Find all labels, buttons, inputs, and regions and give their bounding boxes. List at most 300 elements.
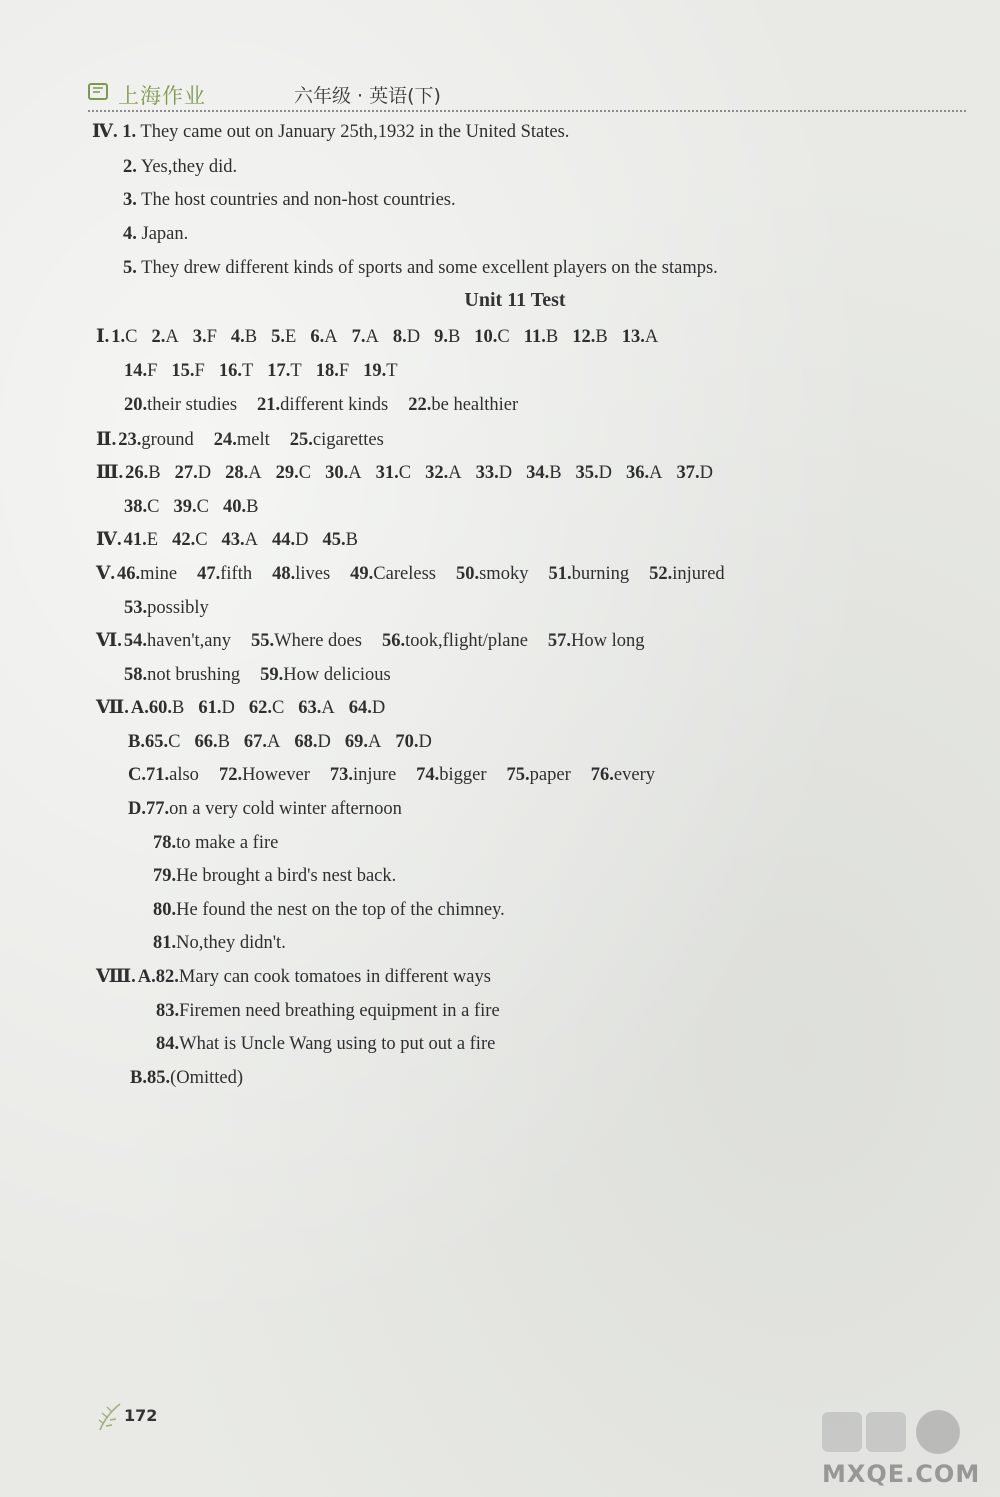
item-number: 23.	[118, 430, 142, 450]
item-answer: E	[285, 327, 297, 347]
answer-item	[626, 463, 663, 483]
header-brand: 上海作业	[118, 84, 206, 108]
section-label: Ⅷ.	[96, 967, 136, 987]
item-answer: different kinds	[280, 395, 389, 415]
item-answer: T	[241, 361, 254, 381]
item-answer: F	[194, 361, 205, 381]
item-answer: every	[613, 765, 655, 785]
item-number: 44.	[272, 530, 296, 550]
answer-item	[131, 698, 184, 718]
item-number: 48.	[272, 564, 296, 584]
item-number: 75.	[506, 765, 530, 785]
item-number: 29.	[275, 463, 299, 483]
section-label: Ⅳ.	[92, 122, 118, 142]
item-number: 43.	[221, 530, 245, 550]
answer-item	[507, 765, 571, 785]
answer-line	[123, 188, 456, 212]
item-answer: took,flight/plane	[405, 631, 528, 651]
answer-item	[231, 327, 257, 347]
item-answer: paper	[529, 765, 571, 785]
section-label: Ⅰ.	[96, 327, 110, 347]
item-answer: He brought a bird's nest back.	[176, 866, 397, 886]
answer-item	[225, 463, 262, 483]
item-answer: B	[345, 530, 358, 550]
item-number: 4.	[123, 224, 137, 244]
item-answer: to make a fire	[176, 833, 279, 853]
answer-item	[298, 698, 335, 718]
answer-line	[128, 797, 422, 821]
answer-item	[330, 765, 396, 785]
answer-item	[267, 361, 301, 381]
answer-item	[290, 430, 384, 450]
item-answer: A	[321, 698, 335, 718]
answer-line	[153, 831, 298, 855]
answer-item	[193, 327, 217, 347]
item-answer: B	[217, 732, 230, 752]
answer-item	[649, 564, 725, 584]
item-answer: They drew different kinds of sports and some excellent players on the stamps.	[141, 258, 718, 278]
item-number: 55.	[251, 631, 275, 651]
answer-line	[124, 393, 538, 417]
answer-item	[175, 463, 212, 483]
answer-line	[153, 864, 416, 888]
item-answer: C	[398, 463, 412, 483]
item-answer: C	[497, 327, 510, 347]
answer-item	[249, 698, 284, 718]
item-number: 66.	[194, 732, 218, 752]
answer-line	[124, 596, 229, 620]
item-number: 39.	[173, 497, 197, 517]
item-number: 45.	[322, 530, 346, 550]
answer-item	[416, 765, 486, 785]
answer-item	[117, 564, 177, 584]
item-answer: melt	[236, 430, 270, 450]
item-number: 51.	[548, 564, 572, 584]
item-number: 53.	[124, 598, 148, 618]
item-number: 34.	[526, 463, 550, 483]
item-answer: B	[549, 463, 562, 483]
answer-item	[376, 463, 411, 483]
item-answer: A	[365, 327, 379, 347]
answer-item	[219, 361, 253, 381]
answer-item	[395, 732, 432, 752]
section-label: Ⅵ.	[96, 631, 122, 651]
unit-heading: Unit 11 Test	[464, 289, 566, 311]
item-number: 62.	[248, 698, 272, 718]
item-answer: also	[169, 765, 199, 785]
answer-item	[198, 698, 235, 718]
item-answer: T	[386, 361, 398, 381]
item-answer: D	[498, 463, 513, 483]
item-answer: their studies	[147, 395, 238, 415]
item-number: 25.	[289, 430, 313, 450]
item-number: 49.	[350, 564, 374, 584]
section-label: Ⅶ.	[96, 698, 129, 718]
item-number: 1.	[111, 327, 126, 347]
item-answer: fifth	[220, 564, 253, 584]
item-number: 28.	[225, 463, 249, 483]
answer-item	[156, 1001, 500, 1021]
answer-item	[124, 598, 209, 618]
answer-item	[294, 732, 331, 752]
item-answer: Firemen need breathing equipment in a fire	[179, 1001, 500, 1021]
item-number: 6.	[310, 327, 325, 347]
item-number: 40.	[222, 497, 247, 517]
answer-item	[223, 497, 258, 517]
item-number: 67.	[243, 732, 268, 752]
item-answer: C	[147, 497, 160, 517]
item-number: 42.	[172, 530, 196, 550]
answer-line	[153, 931, 306, 955]
item-answer: A	[267, 732, 281, 752]
item-number: 30.	[325, 463, 349, 483]
answer-item	[153, 833, 278, 853]
answer-item	[219, 765, 310, 785]
answer-item	[677, 463, 714, 483]
answer-item	[572, 327, 607, 347]
item-answer: A	[368, 732, 382, 752]
item-answer: C	[271, 698, 285, 718]
item-answer: A	[348, 463, 362, 483]
answer-item	[476, 463, 513, 483]
answer-item	[474, 327, 509, 347]
answer-item	[152, 327, 179, 347]
item-answer: Yes,they did.	[140, 157, 238, 177]
answer-line	[124, 495, 272, 519]
item-answer: What is Uncle Wang using to put out a fire	[179, 1034, 496, 1054]
answer-item	[310, 327, 337, 347]
answer-item	[222, 530, 259, 550]
item-answer: B	[244, 327, 258, 347]
item-answer: D	[371, 698, 386, 718]
item-answer: Careless	[373, 564, 436, 584]
answer-item	[128, 765, 199, 785]
item-number: 11.	[523, 327, 546, 347]
answer-item	[194, 732, 229, 752]
answer-item	[591, 765, 655, 785]
answer-item	[124, 497, 159, 517]
item-answer: C	[195, 530, 208, 550]
answer-item	[128, 732, 180, 752]
answer-item	[425, 463, 462, 483]
item-number: 20.	[124, 395, 148, 415]
item-number: 4.	[230, 327, 245, 347]
page-header	[88, 78, 966, 112]
item-number: 78.	[153, 833, 177, 853]
item-answer: B	[447, 327, 461, 347]
answer-item	[363, 361, 397, 381]
item-answer: D	[699, 463, 714, 483]
item-answer: D	[317, 732, 331, 752]
answer-line	[96, 428, 404, 452]
answer-line	[96, 562, 745, 586]
answer-item	[257, 395, 388, 415]
answer-item	[124, 395, 237, 415]
item-number: 17.	[267, 361, 291, 381]
item-number: 72.	[218, 765, 243, 785]
item-number: 21.	[257, 395, 281, 415]
item-number: 56.	[381, 631, 406, 651]
item-answer: D	[221, 698, 235, 718]
item-answer: B	[171, 698, 185, 718]
item-answer: F	[206, 327, 217, 347]
answer-line	[92, 120, 569, 144]
item-number: 27.	[174, 463, 198, 483]
answer-item	[276, 463, 311, 483]
item-number: 32.	[425, 463, 449, 483]
answer-item	[153, 900, 505, 920]
answer-line	[96, 325, 672, 349]
item-answer: ground	[141, 430, 194, 450]
item-number: 9.	[434, 327, 448, 347]
item-answer: on a very cold winter afternoon	[169, 799, 402, 819]
item-answer: burning	[571, 564, 630, 584]
answer-item	[124, 665, 240, 685]
item-number: 14.	[124, 361, 148, 381]
item-answer: bigger	[439, 765, 487, 785]
item-answer: T	[290, 361, 302, 381]
answer-item	[260, 665, 391, 685]
item-answer: Mary can cook tomatoes in different ways	[178, 967, 491, 987]
item-answer: B	[545, 327, 559, 347]
item-answer: D	[406, 327, 421, 347]
item-number: 61.	[198, 698, 222, 718]
item-answer: possibly	[147, 598, 209, 618]
answer-line	[128, 763, 675, 787]
item-answer: haven't,any	[147, 631, 232, 651]
item-number: 2.	[151, 327, 166, 347]
answer-item	[130, 1068, 243, 1088]
item-answer: C	[125, 327, 138, 347]
answer-item	[124, 631, 231, 651]
answer-line	[153, 898, 525, 922]
item-number: 73.	[329, 765, 353, 785]
item-answer: A	[248, 463, 262, 483]
item-number: B.85.	[130, 1068, 171, 1088]
item-number: 22.	[408, 395, 432, 415]
answer-item	[111, 327, 137, 347]
item-number: A.82.	[137, 967, 179, 987]
item-number: 24.	[213, 430, 237, 450]
item-number: 76.	[590, 765, 614, 785]
answer-line	[96, 461, 727, 485]
answer-item	[576, 463, 613, 483]
item-answer: not brushing	[147, 665, 241, 685]
answer-item	[316, 361, 349, 381]
item-answer: How delicious	[283, 665, 391, 685]
item-number: B.65.	[128, 732, 169, 752]
item-answer: A	[244, 530, 259, 550]
item-answer: D	[598, 463, 613, 483]
item-number: 81.	[153, 933, 177, 953]
answer-line	[156, 999, 520, 1023]
item-answer: A	[644, 327, 659, 347]
item-number: 10.	[474, 327, 498, 347]
item-number: 36.	[626, 463, 650, 483]
answer-line	[130, 1066, 263, 1090]
item-number: 58.	[124, 665, 148, 685]
item-number: 54.	[123, 631, 148, 651]
answer-item	[622, 327, 659, 347]
answer-item	[272, 530, 309, 550]
answer-item	[171, 361, 204, 381]
item-answer: smoky	[479, 564, 529, 584]
answer-item	[153, 866, 396, 886]
answer-line	[96, 528, 372, 552]
item-answer: D	[295, 530, 309, 550]
item-number: 68.	[294, 732, 318, 752]
item-number: 2.	[123, 157, 137, 177]
section-label: Ⅱ.	[96, 430, 117, 450]
item-answer: How long	[571, 631, 645, 651]
item-answer: E	[146, 530, 159, 550]
item-answer: F	[147, 361, 158, 381]
item-answer: He found the nest on the top of the chimney.	[176, 900, 505, 920]
answer-item	[251, 631, 362, 651]
item-number: 5.	[271, 327, 286, 347]
item-number: 57.	[547, 631, 572, 651]
item-answer: No,they didn't.	[176, 933, 286, 953]
item-number: 35.	[575, 463, 599, 483]
item-number: 63.	[298, 698, 322, 718]
item-number: 26.	[125, 463, 149, 483]
answer-line	[96, 965, 511, 989]
item-number: 7.	[351, 327, 366, 347]
answer-item	[271, 327, 296, 347]
item-number: 8.	[392, 327, 407, 347]
item-answer: The host countries and non-host countries.	[141, 190, 456, 210]
item-answer: B	[148, 463, 161, 483]
item-number: 16.	[218, 361, 242, 381]
item-answer: Japan.	[141, 224, 189, 244]
answer-item	[548, 631, 645, 651]
item-number: 79.	[153, 866, 177, 886]
answer-line	[124, 359, 412, 383]
item-answer: F	[338, 361, 350, 381]
answer-item	[214, 430, 270, 450]
answer-line	[123, 222, 188, 246]
answer-item	[456, 564, 528, 584]
item-answer: D	[197, 463, 212, 483]
item-number: A.60.	[130, 698, 172, 718]
answer-item	[524, 327, 558, 347]
answer-line	[123, 155, 237, 179]
item-number: 41.	[123, 530, 147, 550]
item-number: 46.	[116, 564, 141, 584]
answer-item	[393, 327, 420, 347]
item-number: 37.	[676, 463, 700, 483]
item-answer: A	[165, 327, 179, 347]
item-number: D.77.	[128, 799, 170, 819]
header-subtitle: 六年级 · 英语(下)	[294, 85, 441, 107]
answer-item	[548, 564, 629, 584]
item-number: 3.	[123, 190, 137, 210]
item-number: 38.	[124, 497, 148, 517]
answer-item	[244, 732, 281, 752]
item-answer: C	[168, 732, 181, 752]
leaf-decoration-icon	[96, 1398, 124, 1434]
item-answer: mine	[140, 564, 178, 584]
watermark-text: MXQE.COM	[822, 1460, 981, 1488]
item-number: C.71.	[128, 765, 170, 785]
answer-item	[118, 430, 194, 450]
item-answer: D	[418, 732, 432, 752]
item-answer: (Omitted)	[170, 1068, 244, 1088]
answer-item	[526, 463, 561, 483]
item-number: 1.	[122, 122, 137, 142]
item-number: 70.	[395, 732, 419, 752]
answer-line	[128, 730, 446, 754]
answer-item	[156, 1034, 495, 1054]
item-answer: cigarettes	[312, 430, 384, 450]
item-number: 12.	[572, 327, 596, 347]
item-number: 31.	[375, 463, 399, 483]
section-label: Ⅲ.	[96, 463, 124, 483]
item-number: 33.	[475, 463, 499, 483]
item-number: 50.	[455, 564, 480, 584]
item-answer: Where does	[274, 631, 362, 651]
answer-item	[323, 530, 358, 550]
answer-item	[352, 327, 379, 347]
item-answer: A	[649, 463, 663, 483]
item-answer: A	[324, 327, 338, 347]
item-number: 80.	[153, 900, 177, 920]
answer-item	[349, 698, 386, 718]
page-number: 172	[124, 1406, 158, 1425]
item-number: 15.	[171, 361, 195, 381]
answer-item	[125, 463, 160, 483]
answer-item	[325, 463, 362, 483]
item-number: 5.	[123, 258, 137, 278]
answer-item	[382, 631, 528, 651]
item-number: 84.	[156, 1034, 180, 1054]
item-number: 3.	[192, 327, 207, 347]
item-answer: However	[242, 765, 310, 785]
answer-line	[96, 696, 399, 720]
item-number: 13.	[621, 327, 645, 347]
item-number: 69.	[344, 732, 369, 752]
item-number: 52.	[649, 564, 673, 584]
answer-line	[124, 663, 411, 687]
answer-item	[138, 967, 491, 987]
answer-item	[197, 564, 252, 584]
item-answer: injured	[672, 564, 725, 584]
item-number: 47.	[197, 564, 221, 584]
answer-item	[128, 799, 402, 819]
answer-item	[153, 933, 286, 953]
answer-item	[434, 327, 460, 347]
answer-item	[172, 530, 207, 550]
item-answer: B	[595, 327, 608, 347]
item-number: 18.	[315, 361, 339, 381]
item-answer: C	[298, 463, 312, 483]
item-number: 83.	[156, 1001, 180, 1021]
answer-item	[124, 361, 157, 381]
section-label: Ⅴ.	[96, 564, 115, 584]
answer-line	[96, 629, 665, 653]
item-number: 19.	[363, 361, 387, 381]
item-number: 64.	[348, 698, 372, 718]
answer-item	[173, 497, 208, 517]
answer-item	[408, 395, 518, 415]
item-answer: be healthier	[431, 395, 519, 415]
item-answer: B	[246, 497, 259, 517]
item-number: 59.	[260, 665, 284, 685]
section-label: Ⅳ.	[96, 530, 122, 550]
book-logo-icon	[88, 82, 110, 102]
answer-item	[350, 564, 436, 584]
answer-item	[124, 530, 158, 550]
